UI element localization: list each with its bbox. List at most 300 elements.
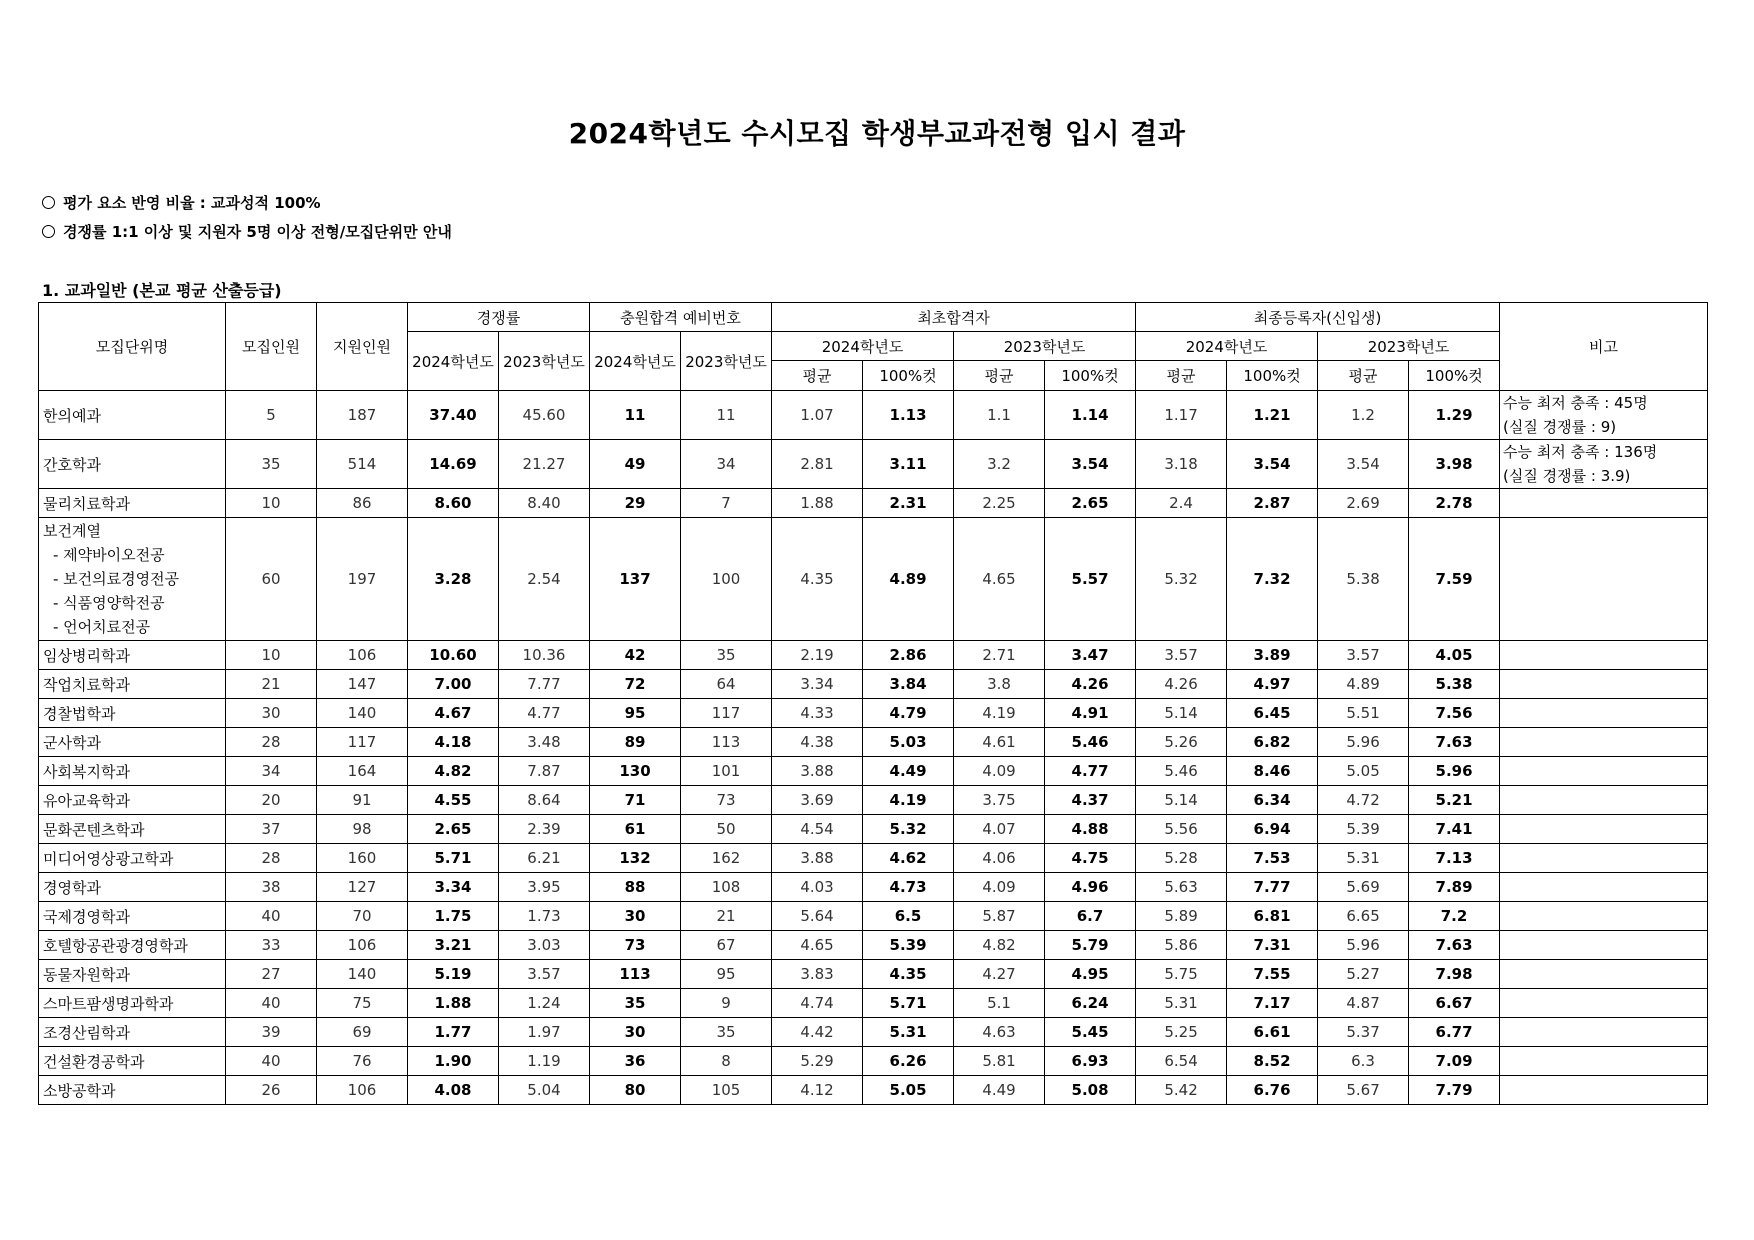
cell-r23cut: 7.56	[1409, 699, 1500, 728]
cell-f23cut: 4.37	[1045, 786, 1136, 815]
cell-applicants: 75	[317, 989, 408, 1018]
remark-cell	[1500, 902, 1708, 931]
cell-quota: 40	[226, 902, 317, 931]
cell-f24cut: 4.79	[863, 699, 954, 728]
cell-f23cut: 4.26	[1045, 670, 1136, 699]
cell-wait24: 88	[590, 873, 681, 902]
cell-quota: 10	[226, 641, 317, 670]
cell-wait23: 67	[681, 931, 772, 960]
cell-wait24: 71	[590, 786, 681, 815]
table-row	[39, 931, 1708, 960]
cell-f24avg: 1.88	[772, 489, 863, 518]
cell-quota: 10	[226, 489, 317, 518]
cell-r23avg: 1.2	[1318, 391, 1409, 440]
note-text: 평가 요소 반영 비율 : 교과성적 100%	[63, 194, 321, 212]
cell-quota: 26	[226, 1076, 317, 1105]
cell-f24cut: 2.86	[863, 641, 954, 670]
cell-quota: 5	[226, 391, 317, 440]
remark-cell	[1500, 931, 1708, 960]
cell-f24cut: 4.62	[863, 844, 954, 873]
table-row	[39, 440, 1708, 489]
header-wait-2023: 2023학년도	[681, 332, 772, 391]
cell-comp24: 2.65	[408, 815, 499, 844]
cell-wait23: 117	[681, 699, 772, 728]
remark-cell	[1500, 757, 1708, 786]
cell-comp24: 4.18	[408, 728, 499, 757]
cell-r23avg: 4.72	[1318, 786, 1409, 815]
remark-cell	[1500, 489, 1708, 518]
cell-quota: 40	[226, 989, 317, 1018]
cell-r24cut: 8.52	[1227, 1047, 1318, 1076]
cell-r23cut: 4.05	[1409, 641, 1500, 670]
cell-r23cut: 6.67	[1409, 989, 1500, 1018]
unit-name-cell: 건설환경공학과	[39, 1047, 226, 1076]
cell-r24cut: 7.77	[1227, 873, 1318, 902]
cell-f24cut: 1.13	[863, 391, 954, 440]
header-remark: 비고	[1500, 303, 1708, 391]
table-row	[39, 1047, 1708, 1076]
cell-f23avg: 4.65	[954, 518, 1045, 641]
cell-r23cut: 1.29	[1409, 391, 1500, 440]
cell-r24cut: 6.94	[1227, 815, 1318, 844]
cell-r24avg: 5.86	[1136, 931, 1227, 960]
cell-quota: 20	[226, 786, 317, 815]
header-cut: 100%컷	[1409, 361, 1500, 391]
header-final-2024: 2024학년도	[1136, 332, 1318, 361]
cell-r24cut: 7.55	[1227, 960, 1318, 989]
cell-f23cut: 4.91	[1045, 699, 1136, 728]
cell-r23cut: 7.98	[1409, 960, 1500, 989]
remark-cell	[1500, 1047, 1708, 1076]
cell-r24cut: 6.34	[1227, 786, 1318, 815]
cell-wait23: 34	[681, 440, 772, 489]
table-row	[39, 902, 1708, 931]
header-comp-2023: 2023학년도	[499, 332, 590, 391]
cell-r23cut: 7.09	[1409, 1047, 1500, 1076]
cell-f24avg: 2.81	[772, 440, 863, 489]
cell-r23cut: 5.96	[1409, 757, 1500, 786]
cell-quota: 60	[226, 518, 317, 641]
cell-comp23: 3.48	[499, 728, 590, 757]
cell-f23avg: 2.71	[954, 641, 1045, 670]
header-avg: 평균	[954, 361, 1045, 391]
cell-f24avg: 4.33	[772, 699, 863, 728]
cell-wait23: 35	[681, 1018, 772, 1047]
unit-name-cell	[39, 518, 226, 641]
cell-r24cut: 6.76	[1227, 1076, 1318, 1105]
cell-f23avg: 1.1	[954, 391, 1045, 440]
cell-r23cut: 7.41	[1409, 815, 1500, 844]
cell-f24cut: 5.05	[863, 1076, 954, 1105]
cell-quota: 27	[226, 960, 317, 989]
cell-r23avg: 5.67	[1318, 1076, 1409, 1105]
cell-f23cut: 6.24	[1045, 989, 1136, 1018]
unit-name-cell: 유아교육학과	[39, 786, 226, 815]
cell-f24avg: 1.07	[772, 391, 863, 440]
header-cut: 100%컷	[863, 361, 954, 391]
cell-wait24: 113	[590, 960, 681, 989]
cell-r24avg: 5.42	[1136, 1076, 1227, 1105]
cell-f23avg: 5.81	[954, 1047, 1045, 1076]
cell-comp24: 3.34	[408, 873, 499, 902]
remark-cell	[1500, 518, 1708, 641]
cell-applicants: 106	[317, 1076, 408, 1105]
cell-r24cut: 8.46	[1227, 757, 1318, 786]
page-title: 2024학년도 수시모집 학생부교과전형 입시 결과	[568, 117, 1186, 150]
cell-r24avg: 5.63	[1136, 873, 1227, 902]
unit-name-cell: 군사학과	[39, 728, 226, 757]
cell-wait23: 9	[681, 989, 772, 1018]
remark-cell	[1500, 440, 1708, 489]
cell-applicants: 187	[317, 391, 408, 440]
cell-f24cut: 2.31	[863, 489, 954, 518]
cell-applicants: 117	[317, 728, 408, 757]
unit-name-cell: 스마트팜생명과학과	[39, 989, 226, 1018]
cell-wait24: 29	[590, 489, 681, 518]
header-wait-2024: 2024학년도	[590, 332, 681, 391]
sub-major: - 보건의료경영전공	[53, 570, 180, 588]
unit-name-cell: 사회복지학과	[39, 757, 226, 786]
cell-f23avg: 4.06	[954, 844, 1045, 873]
cell-f23cut: 3.47	[1045, 641, 1136, 670]
table-row	[39, 989, 1708, 1018]
cell-f23avg: 5.87	[954, 902, 1045, 931]
cell-f23cut: 1.14	[1045, 391, 1136, 440]
section-title: 1. 교과일반 (본교 평균 산출등급)	[42, 281, 282, 300]
cell-r23avg: 5.38	[1318, 518, 1409, 641]
cell-r23cut: 7.59	[1409, 518, 1500, 641]
cell-r24cut: 7.17	[1227, 989, 1318, 1018]
cell-applicants: 147	[317, 670, 408, 699]
remark-line: (실질 경쟁률 : 9)	[1503, 418, 1617, 436]
cell-f23avg: 2.25	[954, 489, 1045, 518]
header-first-2024: 2024학년도	[772, 332, 954, 361]
remark-cell	[1500, 1076, 1708, 1105]
cell-f24avg: 5.64	[772, 902, 863, 931]
header-first-2023: 2023학년도	[954, 332, 1136, 361]
cell-f23avg: 3.2	[954, 440, 1045, 489]
cell-applicants: 70	[317, 902, 408, 931]
header-cut: 100%컷	[1227, 361, 1318, 391]
cell-r24avg: 5.46	[1136, 757, 1227, 786]
cell-comp23: 3.95	[499, 873, 590, 902]
cell-r24cut: 6.81	[1227, 902, 1318, 931]
cell-comp24: 4.67	[408, 699, 499, 728]
cell-f24cut: 5.32	[863, 815, 954, 844]
cell-wait24: 42	[590, 641, 681, 670]
remark-cell	[1500, 989, 1708, 1018]
cell-wait24: 73	[590, 931, 681, 960]
cell-r24avg: 4.26	[1136, 670, 1227, 699]
cell-f24avg: 3.88	[772, 844, 863, 873]
cell-f24cut: 5.39	[863, 931, 954, 960]
cell-f24cut: 3.84	[863, 670, 954, 699]
cell-r24avg: 2.4	[1136, 489, 1227, 518]
cell-comp23: 4.77	[499, 699, 590, 728]
header-quota: 모집인원	[226, 303, 317, 391]
cell-comp24: 8.60	[408, 489, 499, 518]
cell-r23cut: 7.79	[1409, 1076, 1500, 1105]
cell-f24cut: 4.89	[863, 518, 954, 641]
remark-cell	[1500, 1018, 1708, 1047]
header-comp-2024: 2024학년도	[408, 332, 499, 391]
cell-f23avg: 4.61	[954, 728, 1045, 757]
cell-r24cut: 6.61	[1227, 1018, 1318, 1047]
cell-wait24: 61	[590, 815, 681, 844]
cell-applicants: 160	[317, 844, 408, 873]
cell-r23cut: 5.21	[1409, 786, 1500, 815]
cell-r24cut: 6.82	[1227, 728, 1318, 757]
cell-quota: 33	[226, 931, 317, 960]
cell-comp24: 1.88	[408, 989, 499, 1018]
cell-applicants: 76	[317, 1047, 408, 1076]
cell-wait23: 100	[681, 518, 772, 641]
table-row	[39, 670, 1708, 699]
cell-comp24: 5.71	[408, 844, 499, 873]
cell-wait23: 50	[681, 815, 772, 844]
table-row	[39, 518, 1708, 641]
cell-r23avg: 5.39	[1318, 815, 1409, 844]
cell-f24avg: 4.03	[772, 873, 863, 902]
cell-f24cut: 5.71	[863, 989, 954, 1018]
cell-f24cut: 4.73	[863, 873, 954, 902]
cell-f23cut: 4.75	[1045, 844, 1136, 873]
unit-name-cell: 한의예과	[39, 391, 226, 440]
remark-cell	[1500, 641, 1708, 670]
cell-f23avg: 3.8	[954, 670, 1045, 699]
cell-r24avg: 1.17	[1136, 391, 1227, 440]
cell-f24cut: 5.03	[863, 728, 954, 757]
cell-wait23: 95	[681, 960, 772, 989]
cell-comp23: 8.64	[499, 786, 590, 815]
cell-r23cut: 7.2	[1409, 902, 1500, 931]
cell-r24avg: 5.31	[1136, 989, 1227, 1018]
cell-comp23: 8.40	[499, 489, 590, 518]
cell-quota: 34	[226, 757, 317, 786]
cell-r24cut: 2.87	[1227, 489, 1318, 518]
cell-comp24: 5.19	[408, 960, 499, 989]
cell-f24cut: 4.49	[863, 757, 954, 786]
cell-r23avg: 6.3	[1318, 1047, 1409, 1076]
cell-f24avg: 3.83	[772, 960, 863, 989]
cell-f23cut: 5.45	[1045, 1018, 1136, 1047]
cell-f23avg: 3.75	[954, 786, 1045, 815]
admission-results-table	[38, 302, 1708, 1105]
cell-applicants: 91	[317, 786, 408, 815]
cell-f24cut: 6.5	[863, 902, 954, 931]
cell-applicants: 98	[317, 815, 408, 844]
cell-quota: 37	[226, 815, 317, 844]
cell-wait24: 36	[590, 1047, 681, 1076]
cell-f24avg: 3.88	[772, 757, 863, 786]
table-row	[39, 844, 1708, 873]
cell-f24cut: 3.11	[863, 440, 954, 489]
cell-wait24: 72	[590, 670, 681, 699]
cell-f23cut: 6.7	[1045, 902, 1136, 931]
cell-comp23: 3.57	[499, 960, 590, 989]
cell-applicants: 140	[317, 960, 408, 989]
cell-wait24: 11	[590, 391, 681, 440]
table-row	[39, 391, 1708, 440]
table-row	[39, 728, 1708, 757]
cell-f24avg: 4.74	[772, 989, 863, 1018]
circle-bullet-icon	[42, 225, 55, 238]
cell-f23cut: 4.95	[1045, 960, 1136, 989]
note-text: 경쟁률 1:1 이상 및 지원자 5명 이상 전형/모집단위만 안내	[63, 223, 452, 241]
cell-f23avg: 4.09	[954, 757, 1045, 786]
cell-f24cut: 5.31	[863, 1018, 954, 1047]
table-row	[39, 786, 1708, 815]
cell-r24cut: 3.89	[1227, 641, 1318, 670]
unit-name-cell: 소방공학과	[39, 1076, 226, 1105]
cell-comp24: 4.08	[408, 1076, 499, 1105]
cell-applicants: 106	[317, 931, 408, 960]
cell-f24avg: 4.35	[772, 518, 863, 641]
cell-f24avg: 4.38	[772, 728, 863, 757]
cell-f23cut: 3.54	[1045, 440, 1136, 489]
cell-f23cut: 2.65	[1045, 489, 1136, 518]
header-avg: 평균	[1318, 361, 1409, 391]
cell-r23cut: 7.13	[1409, 844, 1500, 873]
remark-cell	[1500, 844, 1708, 873]
cell-wait23: 108	[681, 873, 772, 902]
cell-applicants: 127	[317, 873, 408, 902]
cell-comp24: 4.82	[408, 757, 499, 786]
cell-comp24: 10.60	[408, 641, 499, 670]
header-avg: 평균	[772, 361, 863, 391]
cell-r23cut: 7.63	[1409, 931, 1500, 960]
cell-r24avg: 3.18	[1136, 440, 1227, 489]
cell-wait23: 11	[681, 391, 772, 440]
cell-r24avg: 5.56	[1136, 815, 1227, 844]
cell-r24avg: 5.28	[1136, 844, 1227, 873]
cell-comp23: 21.27	[499, 440, 590, 489]
cell-wait24: 80	[590, 1076, 681, 1105]
cell-applicants: 514	[317, 440, 408, 489]
cell-f23cut: 5.57	[1045, 518, 1136, 641]
header-final-2023: 2023학년도	[1318, 332, 1500, 361]
cell-f24cut: 4.35	[863, 960, 954, 989]
cell-r24avg: 5.32	[1136, 518, 1227, 641]
cell-f23avg: 4.19	[954, 699, 1045, 728]
cell-f23avg: 4.63	[954, 1018, 1045, 1047]
cell-wait23: 21	[681, 902, 772, 931]
cell-comp23: 2.39	[499, 815, 590, 844]
cell-comp24: 7.00	[408, 670, 499, 699]
remark-line: (실질 경쟁률 : 3.9)	[1503, 467, 1631, 485]
cell-f24avg: 3.69	[772, 786, 863, 815]
cell-r23avg: 4.87	[1318, 989, 1409, 1018]
cell-wait24: 30	[590, 902, 681, 931]
table-row	[39, 873, 1708, 902]
cell-r24cut: 7.32	[1227, 518, 1318, 641]
cell-applicants: 140	[317, 699, 408, 728]
table-row	[39, 641, 1708, 670]
cell-f23cut: 5.79	[1045, 931, 1136, 960]
cell-r24avg: 5.14	[1136, 699, 1227, 728]
cell-r23avg: 5.31	[1318, 844, 1409, 873]
cell-f23avg: 4.82	[954, 931, 1045, 960]
unit-name-cell: 작업치료학과	[39, 670, 226, 699]
cell-quota: 38	[226, 873, 317, 902]
header-avg: 평균	[1136, 361, 1227, 391]
cell-comp24: 37.40	[408, 391, 499, 440]
cell-comp24: 1.75	[408, 902, 499, 931]
cell-applicants: 69	[317, 1018, 408, 1047]
table-row	[39, 699, 1708, 728]
cell-quota: 21	[226, 670, 317, 699]
unit-name-cell: 경찰법학과	[39, 699, 226, 728]
sub-major: - 식품영양학전공	[53, 594, 165, 612]
cell-comp24: 1.90	[408, 1047, 499, 1076]
cell-wait23: 64	[681, 670, 772, 699]
unit-name-cell: 임상병리학과	[39, 641, 226, 670]
cell-r23cut: 6.77	[1409, 1018, 1500, 1047]
cell-f24cut: 4.19	[863, 786, 954, 815]
remark-cell	[1500, 815, 1708, 844]
cell-wait24: 132	[590, 844, 681, 873]
unit-name-cell: 물리치료학과	[39, 489, 226, 518]
cell-comp23: 10.36	[499, 641, 590, 670]
cell-wait24: 130	[590, 757, 681, 786]
unit-name-cell: 경영학과	[39, 873, 226, 902]
cell-comp23: 45.60	[499, 391, 590, 440]
cell-r24avg: 5.25	[1136, 1018, 1227, 1047]
cell-r23avg: 5.37	[1318, 1018, 1409, 1047]
cell-comp24: 3.28	[408, 518, 499, 641]
header-final-registration: 최종등록자(신입생)	[1136, 303, 1500, 332]
header-competition: 경쟁률	[408, 303, 590, 332]
remark-cell	[1500, 670, 1708, 699]
cell-r23avg: 5.05	[1318, 757, 1409, 786]
cell-wait24: 49	[590, 440, 681, 489]
cell-comp23: 3.03	[499, 931, 590, 960]
remark-line: 수능 최저 충족 : 45명	[1503, 394, 1648, 412]
cell-applicants: 164	[317, 757, 408, 786]
cell-wait23: 113	[681, 728, 772, 757]
sub-major: - 언어치료전공	[53, 618, 151, 636]
remark-line: 수능 최저 충족 : 136명	[1503, 443, 1658, 461]
header-applicants: 지원인원	[317, 303, 408, 391]
cell-comp23: 1.73	[499, 902, 590, 931]
cell-f23cut: 4.77	[1045, 757, 1136, 786]
cell-wait23: 162	[681, 844, 772, 873]
cell-r23avg: 6.65	[1318, 902, 1409, 931]
cell-r24cut: 7.31	[1227, 931, 1318, 960]
cell-f23cut: 6.93	[1045, 1047, 1136, 1076]
cell-r24cut: 1.21	[1227, 391, 1318, 440]
cell-wait23: 8	[681, 1047, 772, 1076]
cell-r24cut: 7.53	[1227, 844, 1318, 873]
cell-r24avg: 5.26	[1136, 728, 1227, 757]
circle-bullet-icon	[42, 196, 55, 209]
cell-r24cut: 6.45	[1227, 699, 1318, 728]
cell-comp23: 2.54	[499, 518, 590, 641]
unit-name-cell: 문화콘텐츠학과	[39, 815, 226, 844]
cell-quota: 35	[226, 440, 317, 489]
table-row	[39, 815, 1708, 844]
cell-f24avg: 4.42	[772, 1018, 863, 1047]
cell-r23avg: 5.96	[1318, 931, 1409, 960]
table-row	[39, 960, 1708, 989]
header-cut: 100%컷	[1045, 361, 1136, 391]
cell-applicants: 86	[317, 489, 408, 518]
cell-wait23: 7	[681, 489, 772, 518]
cell-wait24: 89	[590, 728, 681, 757]
remark-cell	[1500, 699, 1708, 728]
table-row	[39, 1076, 1708, 1105]
remark-cell	[1500, 873, 1708, 902]
